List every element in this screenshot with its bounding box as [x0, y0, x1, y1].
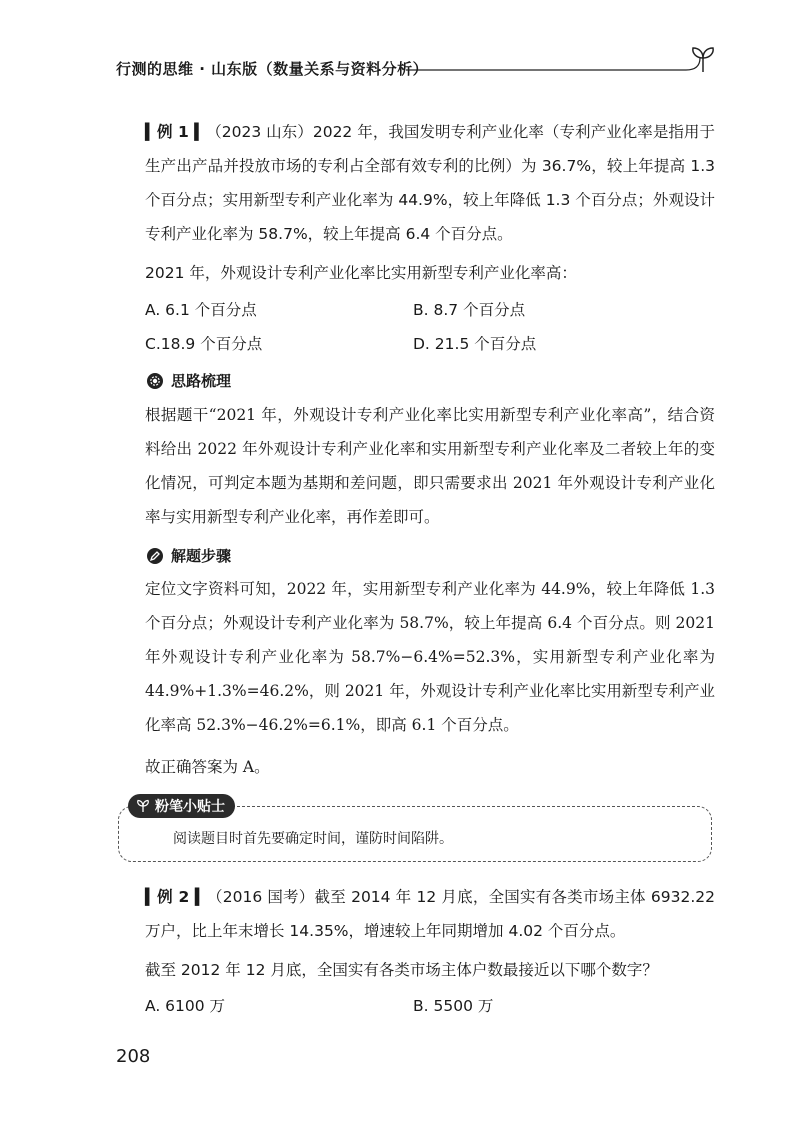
example-1-option-a: A. 6.1 个百分点: [145, 301, 257, 319]
header-rule: [0, 0, 800, 120]
example-1-text: 2022 年，我国发明专利产业化率（专利产业化率是指用于生产出产品并投放市场的专利占全部有效专利的比例）为 36.7%，较上年提高 1.3 个百分点；实用新型专利产业化率为 44.9%，较上年降低 1.3 个百分点；外观设计专利产业化率为 58.7%，较上年提高 6.4 个百分点。: [145, 123, 715, 243]
example-1-stem: [145, 115, 715, 251]
analysis-heading-row: [147, 370, 231, 391]
example-2-label: ▍例 2 ▍: [145, 888, 207, 906]
pencil-icon: [147, 548, 163, 564]
solution-text: 定位文字资料可知，2022 年，实用新型专利产业化率为 44.9%，较上年降低 1.3 个百分点；外观设计专利产业化率为 58.7%，较上年提高 6.4 个百分点。则 2021 年外观设计专利产业化率为 58.7%−6.4%=52.3%，实用新型专利产业化率为 44.9%+1.3%=46.2%，则 2021 年，外观设计专利产业化率比实用新型专利产业化率高 52.3%−46.2%=6.1%，即高 6.1 个百分点。: [145, 580, 715, 734]
example-1-option-c: C.18.9 个百分点: [145, 335, 263, 353]
analysis-heading: 思路梳理: [171, 372, 232, 390]
analysis-text: 根据题干“2021 年，外观设计专利产业化率比实用新型专利产业化率高”，结合资料给出 2022 年外观设计专利产业化率和实用新型专利产业化率及二者较上年的变化情况，可判定本题为基期和差问题，即只需要求出 2021 年外观设计专利产业化率与实用新型专利产业化率，再作差即可。: [145, 406, 715, 526]
example-2-option-b: B. 5500 万: [413, 997, 494, 1015]
tip-text: 阅读题目时首先要确定时间，谨防时间陷阱。: [173, 831, 453, 847]
example-1-option-d: D. 21.5 个百分点: [413, 335, 537, 353]
tip-label-text: 粉笔小贴士: [155, 799, 225, 815]
example-1-option-b: B. 8.7 个百分点: [413, 301, 526, 319]
gear-icon: [147, 373, 163, 389]
sprout-icon: [690, 44, 716, 74]
solution-heading: 解题步骤: [171, 547, 232, 565]
example-2-text: 截至 2014 年 12 月底，全国实有各类市场主体 6932.22 万户，比上年末增长 14.35%，增速较上年同期增加 4.02 个百分点。: [145, 888, 716, 940]
example-1-question: 2021 年，外观设计专利产业化率比实用新型专利产业化率高：: [145, 264, 577, 282]
solution-heading-row: [147, 545, 231, 566]
solution-answer: 故正确答案为 A。: [145, 758, 270, 776]
example-2-question: 截至 2012 年 12 月底，全国实有各类市场主体户数最接近以下哪个数字？: [145, 961, 658, 979]
tip-label: [128, 794, 235, 818]
header-title: 行测的思维 · 山东版（数量关系与资料分析）: [116, 60, 429, 78]
example-2-option-a: A. 6100 万: [145, 997, 226, 1015]
sprout-icon: [136, 799, 150, 813]
example-1-source: （2023 山东）: [206, 123, 313, 141]
example-2-stem: [145, 880, 715, 948]
example-2-source: （2016 国考）: [206, 888, 315, 906]
page-number: 208: [116, 1046, 151, 1067]
example-1-label: ▍例 1 ▍: [145, 123, 207, 141]
